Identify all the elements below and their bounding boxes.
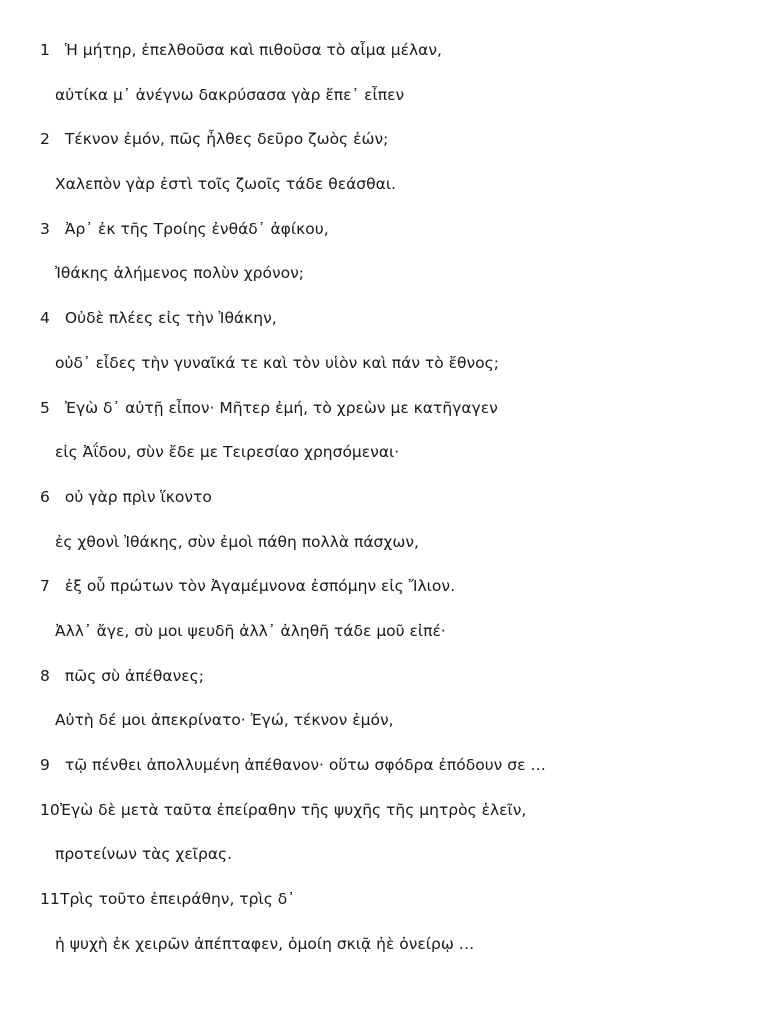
verse-text: Ἀλλ᾽ ἄγε, σὺ μοι ψευδῆ ἀλλ᾽ ἀληθῆ τάδε μοῦ εἰπέ·: [55, 621, 446, 640]
verse-9-line-1: [40, 753, 740, 798]
verse-number: 6: [40, 487, 50, 506]
verse-number: 3: [40, 219, 50, 238]
verse-text: Ἐγὼ δ᾽ αὐτῇ εἶπον· Μῆτερ ἐμή, τὸ χρεὼν με κατῆγαγεν: [60, 398, 498, 417]
verse-5-line-1: [40, 396, 740, 441]
verse-2-line-1: [40, 127, 740, 172]
verse-number: 1: [40, 41, 50, 59]
verse-7-line-2: [40, 619, 740, 664]
verse-number: 10: [40, 800, 60, 819]
verse-6-line-2: [40, 530, 740, 575]
verse-number: 4: [40, 309, 50, 328]
verse-text: Χαλεπὸν γὰρ ἐστὶ τοῖς ζωοῖς τάδε θεάσθαι.: [55, 175, 397, 194]
verse-number: 7: [40, 577, 50, 596]
verse-text: Τέκνον ἐμόν, πῶς ἦλθες δεῦρο ζωὸς ἐών;: [60, 130, 389, 149]
verse-text: Οὐδὲ πλέες εἰς τὴν Ἰθάκην,: [60, 309, 277, 328]
verse-2-line-2: [40, 172, 740, 217]
verse-number: 2: [40, 130, 50, 149]
verse-text: πῶς σὺ ἀπέθανες;: [60, 666, 204, 685]
verse-text: ἡ ψυχὴ ἐκ χειρῶν ἀπέπταφεν, ὁμοίη σκιᾷ ἠὲ ὀνείρῳ …: [55, 934, 475, 953]
verse-1-line-2: [40, 83, 740, 128]
verse-10-line-1: [40, 798, 740, 843]
verse-6-line-1: [40, 485, 740, 530]
verse-7-line-1: [40, 574, 740, 619]
verse-4-line-2: [40, 351, 740, 396]
verse-text: Ἐγὼ δὲ μετὰ ταῦτα ἐπείραθην τῆς ψυχῆς τῆς μητρὸς ἑλεῖν,: [60, 800, 527, 819]
verse-text: Ἀρ᾽ ἐκ τῆς Τροίης ἐνθάδ᾽ ἀφίκου,: [60, 219, 329, 238]
verse-text: Αὐτὴ δέ μοι ἀπεκρίνατο· Ἐγώ, τέκνον ἐμόν,: [55, 711, 394, 730]
verse-11-line-2: [40, 932, 740, 977]
verse-5-line-2: [40, 440, 740, 485]
verse-text: ἐξ οὗ πρώτων τὸν Ἀγαμέμνονα ἐσπόμην εἰς Ἴλιον.: [60, 577, 456, 596]
verse-3-line-2: [40, 261, 740, 306]
verse-text: αὐτίκα μ᾽ ἀνέγνω δακρύσασα γὰρ ἔπε᾽ εἶπεν: [55, 85, 405, 104]
verse-text: οὐδ᾽ εἶδες τὴν γυναῖκά τε καὶ τὸν υἱὸν καὶ πάν τὸ ἔθνος;: [55, 353, 499, 372]
verse-text: εἰς Ἀΐδου, σὺν ἔδε με Τειρεσίαο χρησόμεναι·: [55, 443, 400, 462]
verse-text: Ἡ μήτηρ, ἐπελθοῦσα καὶ πιθοῦσα τὸ αἷμα μέλαν,: [60, 41, 442, 59]
verse-8-line-2: [40, 708, 740, 753]
verse-8-line-1: [40, 664, 740, 709]
verse-text: Ἰθάκης ἀλήμενος πολὺν χρόνον;: [55, 264, 305, 283]
verse-text: τῷ πένθει ἀπολλυμένη ἀπέθανον· οὕτω σφόδρα ἐπόδουν σε …: [60, 756, 546, 774]
verse-3-line-1: [40, 217, 740, 262]
verse-text: ἐς χθονὶ Ἰθάκης, σὺν ἐμοὶ πάθη πολλὰ πάσχων,: [55, 532, 419, 551]
verse-number: 8: [40, 666, 50, 685]
verse-10-line-2: [40, 842, 740, 887]
poem-text: [40, 38, 740, 976]
verse-number: 11: [40, 890, 60, 909]
verse-text: Τρὶς τοῦτο ἐπειράθην, τρὶς δ᾽: [60, 890, 295, 909]
verse-1-line-1: [40, 38, 740, 83]
verse-number: 9: [40, 756, 50, 774]
verse-number: 5: [40, 398, 50, 417]
verse-text: προτείνων τὰς χεῖρας.: [55, 845, 233, 864]
verse-text: οὐ γὰρ πρὶν ἵκοντο: [60, 487, 212, 506]
verse-11-line-1: [40, 887, 740, 932]
verse-4-line-1: [40, 306, 740, 351]
